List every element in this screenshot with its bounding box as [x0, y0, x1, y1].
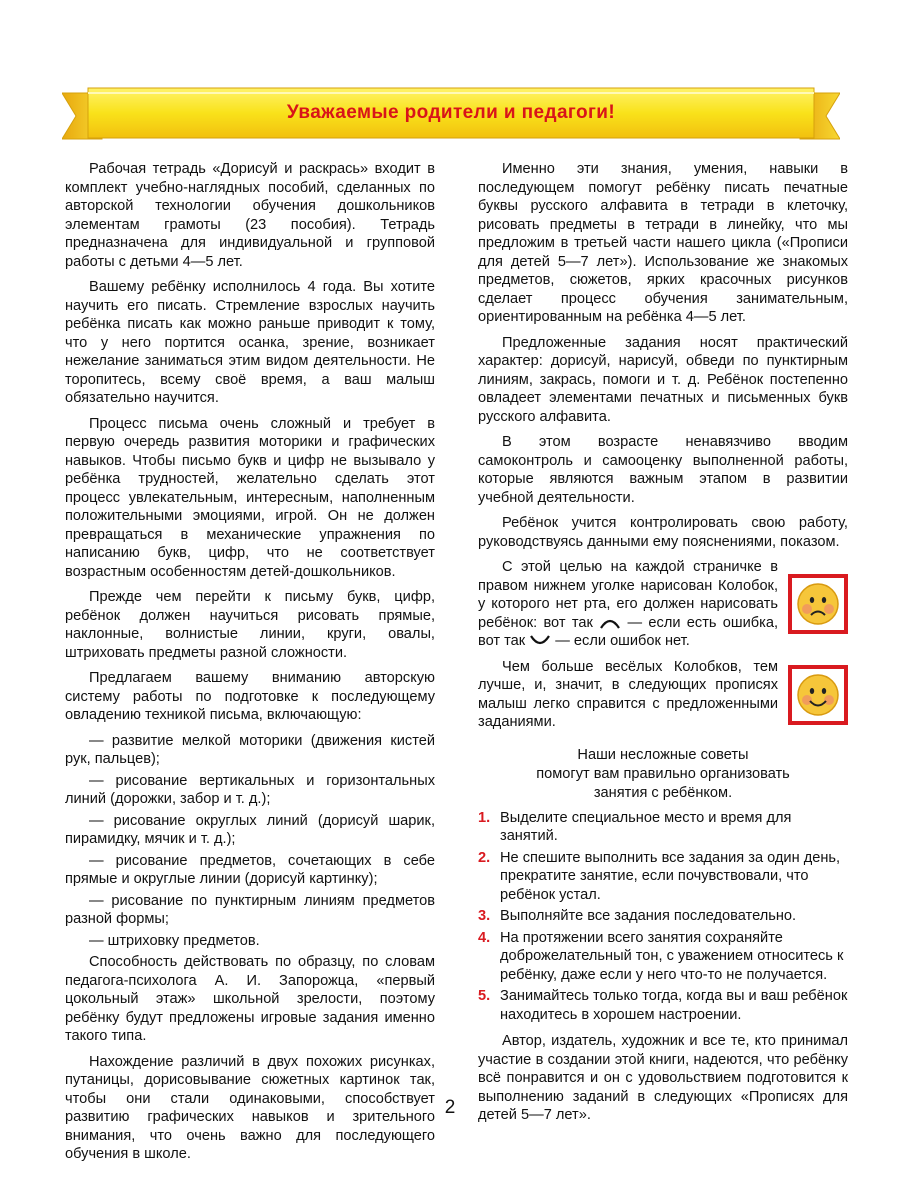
list-item: — рисование вертикальных и горизонтальных линий (дорожки, забор и т. д.);: [65, 772, 435, 807]
advice-number: 1.: [478, 809, 491, 826]
advice-heading-line: занятия с ребёнком.: [593, 784, 733, 801]
instruction-text: — если ошибок нет.: [555, 633, 690, 649]
smile-arc-icon: [529, 634, 551, 648]
advice-text: На протяжении всего занятия сохраняйте доброжелательный тон, с уважением относитесь к ребёнку, даже если у него что-то не получается.: [500, 929, 844, 983]
paragraph: Предлагаем вашему вниманию авторскую систему работы по подготовке к последующему овладению техникой письма, включающую:: [65, 670, 435, 723]
advice-number: 4.: [478, 929, 491, 946]
paragraph: Чем больше весёлых Колобков, тем лучше, и, значит, в следующих прописях малыш легко справится с предложенными заданиями.: [478, 658, 778, 730]
advice-heading-line: помогут вам правильно организовать: [536, 765, 790, 782]
paragraph: Именно эти знания, умения, навыки в последующем помогут ребёнку писать печатные буквы русского алфавита в тетради в клеточку, рисовать предметы в тетради в линейку, что мы предложим в третьей части нашего цикла («Прописи для детей 5—7 лет»). Использование же знакомых предметов, сюжетов, ярких красочных рисунков сделает процесс обучения занимательным, ориентированным на ребёнка 4—5 лет.: [478, 161, 848, 325]
list-item: — рисование предметов, сочетающих в себе прямые и округлые линии (дорисуй картинку);: [65, 852, 435, 887]
paragraph: Автор, издатель, художник и все те, кто принимал участие в создании этой книги, надеются, что ребёнку всё понравится и он с удовольствием подготовится к выполнению заданий в следующих «Прописях для детей 5—7 лет».: [478, 1033, 848, 1123]
kolobok-instruction: [478, 558, 848, 651]
advice-heading: [478, 746, 848, 803]
advice-text: Выполняйте все задания последовательно.: [500, 908, 797, 924]
left-column: [65, 160, 435, 1171]
list-item: — рисование по пунктирным линиям предметов разной формы;: [65, 892, 435, 927]
paragraph: Нахождение различий в двух похожих рисунках, путаницы, дорисовывание сюжетных картинок так, чтобы они стали одинаковыми, способствует развитию графических навыков и зрительного внимания, что очень важно для последующего обучения в школе.: [65, 1053, 435, 1162]
kolobok-happy-row: [478, 658, 848, 732]
paragraph: Предложенные задания носят практический характер: дорисуй, нарисуй, обведи по пунктирным линиям, закрась, помоги и т. д. Ребёнок постепенно овладеет элементами печатных и письменных букв русского алфавита.: [478, 334, 848, 425]
instruction-text: С этой целью на каждой страничке в правом нижнем уголке нарисован Колобок, у которого нет рта, его должен нарисовать ребёнок: вот так: [478, 559, 778, 631]
advice-text: Не спешите выполнить все задания за один день, прекратите занятие, если почувствовали, что ребёнок устал.: [500, 849, 841, 903]
advice-number: 3.: [478, 908, 491, 924]
paragraph: Процесс письма очень сложный и требует в первую очередь развития моторики и графических навыков. Чтобы письмо букв и цифр не вызывало у ребёнка трудностей, желательно сделать этот процесс увлекательным, интересным, наполненным положительными эмоциями, игрой. Он не должен превращаться в механические упражнения по написанию букв, цифр, что не соответствует возрастным особенностям детей-дошкольников.: [65, 415, 435, 580]
page-heading: Уважаемые родители и педагоги!: [286, 102, 616, 123]
sad-kolobok-icon: [788, 574, 848, 634]
paragraph: Рабочая тетрадь «Дорисуй и раскрась» входит в комплект учебно-наглядных пособий, сделанных по авторской технологии обучения дошкольников элементам грамоты (23 пособия). Тетрадь предназначена для индивидуальной и групповой работы с детьми 4—5 лет.: [65, 161, 435, 270]
advice-item: [478, 849, 848, 905]
paragraph: В этом возрасте ненавязчиво вводим самоконтроль и самооценку выполненной работы, которые являются важным этапом в развитии учебной деятельности.: [478, 434, 848, 506]
frown-arc-icon: [599, 616, 621, 630]
advice-item: [478, 809, 848, 846]
advice-text: Занимайтесь только тогда, когда вы и ваш ребёнок находитесь в хорошем настроении.: [500, 988, 848, 1023]
advice-number: 2.: [478, 849, 491, 866]
advice-text: Выделите специальное место и время для занятий.: [500, 809, 792, 844]
paragraph: Прежде чем перейти к письму букв, цифр, ребёнок должен научиться рисовать прямые, наклонные, волнистые линии, круги, овалы, штриховать предметы разной сложности.: [65, 589, 435, 661]
paragraph: [478, 558, 778, 651]
advice-item: [478, 907, 848, 926]
paragraph: Способность действовать по образцу, по словам педагога-психолога А. И. Запорожца, «первый цокольный этаж» школьной зрелости, поэтому ребёнку будут предложены игровые задания именно такого типа.: [65, 954, 435, 1044]
advice-heading-line: Наши несложные советы: [577, 746, 749, 763]
list-item: — развитие мелкой моторики (движения кистей рук, пальцев);: [65, 732, 435, 767]
happy-kolobok-icon: [788, 665, 848, 725]
paragraph: Вашему ребёнку исполнилось 4 года. Вы хотите научить его писать. Стремление взрослых научить ребёнка писать как можно раньше приводит к тому, что у него портится осанка, зрение, возникает нежелание заниматься этим видом деятельности. Не торопитесь, всему своё время, а ваш малыш обязательно научится.: [65, 279, 435, 406]
advice-item: [478, 987, 848, 1024]
title-banner: [62, 85, 840, 147]
right-column: [478, 160, 848, 1132]
advice-number: 5.: [478, 988, 491, 1004]
instruction-text: — если есть ошибка, вот так: [478, 614, 779, 649]
paragraph: Ребёнок учится контролировать свою работу, руководствуясь данными ему пояснениями, показом.: [478, 515, 848, 550]
advice-item: [478, 929, 848, 985]
page-number: 2: [444, 1097, 456, 1118]
list-item: — штриховку предметов.: [89, 932, 260, 949]
list-item: — рисование округлых линий (дорисуй шарик, пирамидку, мячик и т. д.);: [65, 812, 435, 847]
advice-list: [478, 809, 848, 1025]
